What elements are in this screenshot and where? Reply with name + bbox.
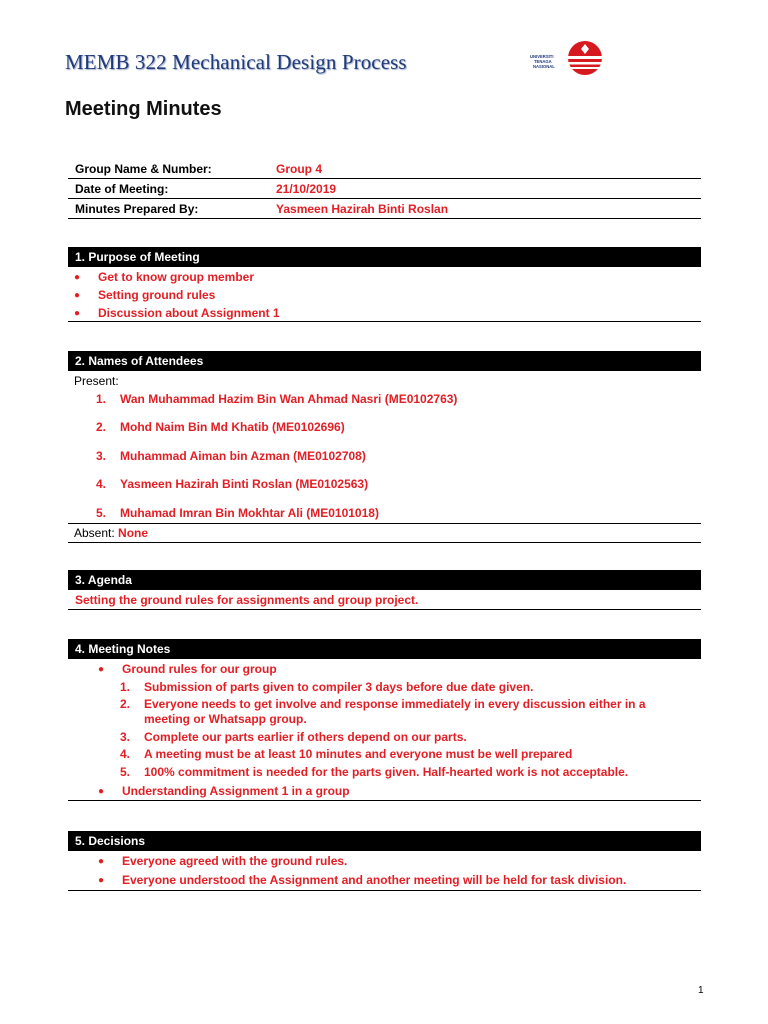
bullet-icon: ● bbox=[74, 308, 81, 319]
attendee-item: 1. Wan Muhammad Hazim Bin Wan Ahmad Nasri (ME0102763) bbox=[96, 392, 458, 406]
document-title: MEMB 322 Mechanical Design Process bbox=[65, 50, 407, 74]
attendees-absent-row bbox=[68, 523, 701, 543]
attendee-item: 3. Muhammad Aiman bin Azman (ME0102708) bbox=[96, 449, 366, 463]
info-value: Yasmeen Hazirah Binti Roslan bbox=[276, 201, 449, 216]
section-body bbox=[68, 659, 701, 801]
attendee-item: 5. Muhamad Imran Bin Mokhtar Ali (ME0101018) bbox=[96, 506, 379, 520]
list-item: ● Everyone agreed with the ground rules. bbox=[98, 854, 348, 868]
info-row-group bbox=[68, 159, 701, 179]
section-heading: 5. Decisions bbox=[68, 831, 701, 851]
rule-item: 4. A meeting must be at least 10 minutes and everyone must be well prepared bbox=[120, 747, 573, 761]
section-body bbox=[68, 851, 701, 891]
list-item: ● Understanding Assignment 1 in a group bbox=[98, 784, 350, 798]
rule-item-continued: meeting or Whatsapp group. bbox=[144, 712, 307, 726]
info-row-prepared-by bbox=[68, 199, 701, 219]
attendee-item: 2. Mohd Naim Bin Md Khatib (ME0102696) bbox=[96, 420, 345, 434]
agenda-text: Setting the ground rules for assignments and group project. bbox=[75, 593, 419, 607]
section-agenda bbox=[68, 570, 701, 610]
section-heading: 2. Names of Attendees bbox=[68, 351, 701, 371]
university-logo bbox=[528, 38, 608, 78]
list-item: ● Discussion about Assignment 1 bbox=[74, 306, 280, 320]
info-value: 21/10/2019 bbox=[276, 181, 337, 196]
logo-text-3: NASIONAL bbox=[533, 64, 555, 69]
info-row-date bbox=[68, 179, 701, 199]
section-heading: 1. Purpose of Meeting bbox=[68, 247, 701, 267]
absent-entry: Absent: None bbox=[74, 526, 149, 540]
section-purpose bbox=[68, 247, 701, 322]
rule-item: 2. Everyone needs to get involve and response immediately in every discussion either in a bbox=[120, 697, 646, 711]
bullet-icon: ● bbox=[98, 786, 105, 797]
section-decisions bbox=[68, 831, 701, 891]
page-title: Meeting Minutes bbox=[65, 98, 222, 120]
info-value: Group 4 bbox=[276, 161, 323, 176]
logo-text-1: UNIVERSITI bbox=[530, 54, 554, 59]
list-item: ● Ground rules for our group bbox=[98, 662, 277, 676]
rule-item: 1. Submission of parts given to compiler 3 days before due date given. bbox=[120, 680, 534, 694]
section-heading: 4. Meeting Notes bbox=[68, 639, 701, 659]
bullet-icon: ● bbox=[98, 875, 105, 886]
list-item: ● Setting ground rules bbox=[74, 288, 216, 302]
bullet-icon: ● bbox=[74, 290, 81, 301]
meeting-info-table bbox=[68, 159, 701, 219]
bullet-icon: ● bbox=[98, 856, 105, 867]
section-meeting-notes bbox=[68, 639, 701, 801]
list-item: ● Everyone understood the Assignment and another meeting will be held for task division. bbox=[98, 873, 627, 887]
attendees-present bbox=[68, 371, 701, 523]
bullet-icon: ● bbox=[98, 664, 105, 675]
page-number: 1 bbox=[698, 985, 704, 996]
list-item: ● Get to know group member bbox=[74, 270, 255, 284]
bullet-icon: ● bbox=[74, 272, 81, 283]
section-attendees bbox=[68, 351, 701, 543]
info-label: Minutes Prepared By: bbox=[75, 201, 199, 216]
section-body bbox=[68, 590, 701, 610]
rule-item: 3. Complete our parts earlier if others depend on our parts. bbox=[120, 730, 467, 744]
present-label: Present: bbox=[74, 374, 119, 388]
section-body bbox=[68, 267, 701, 322]
rule-item: 5. 100% commitment is needed for the parts given. Half-hearted work is not acceptable. bbox=[120, 765, 629, 779]
logo-text-2: TENAGA bbox=[534, 59, 552, 64]
info-label: Group Name & Number: bbox=[75, 161, 212, 176]
section-heading: 3. Agenda bbox=[68, 570, 701, 590]
attendee-item: 4. Yasmeen Hazirah Binti Roslan (ME0102563) bbox=[96, 477, 369, 491]
info-label: Date of Meeting: bbox=[75, 181, 169, 196]
